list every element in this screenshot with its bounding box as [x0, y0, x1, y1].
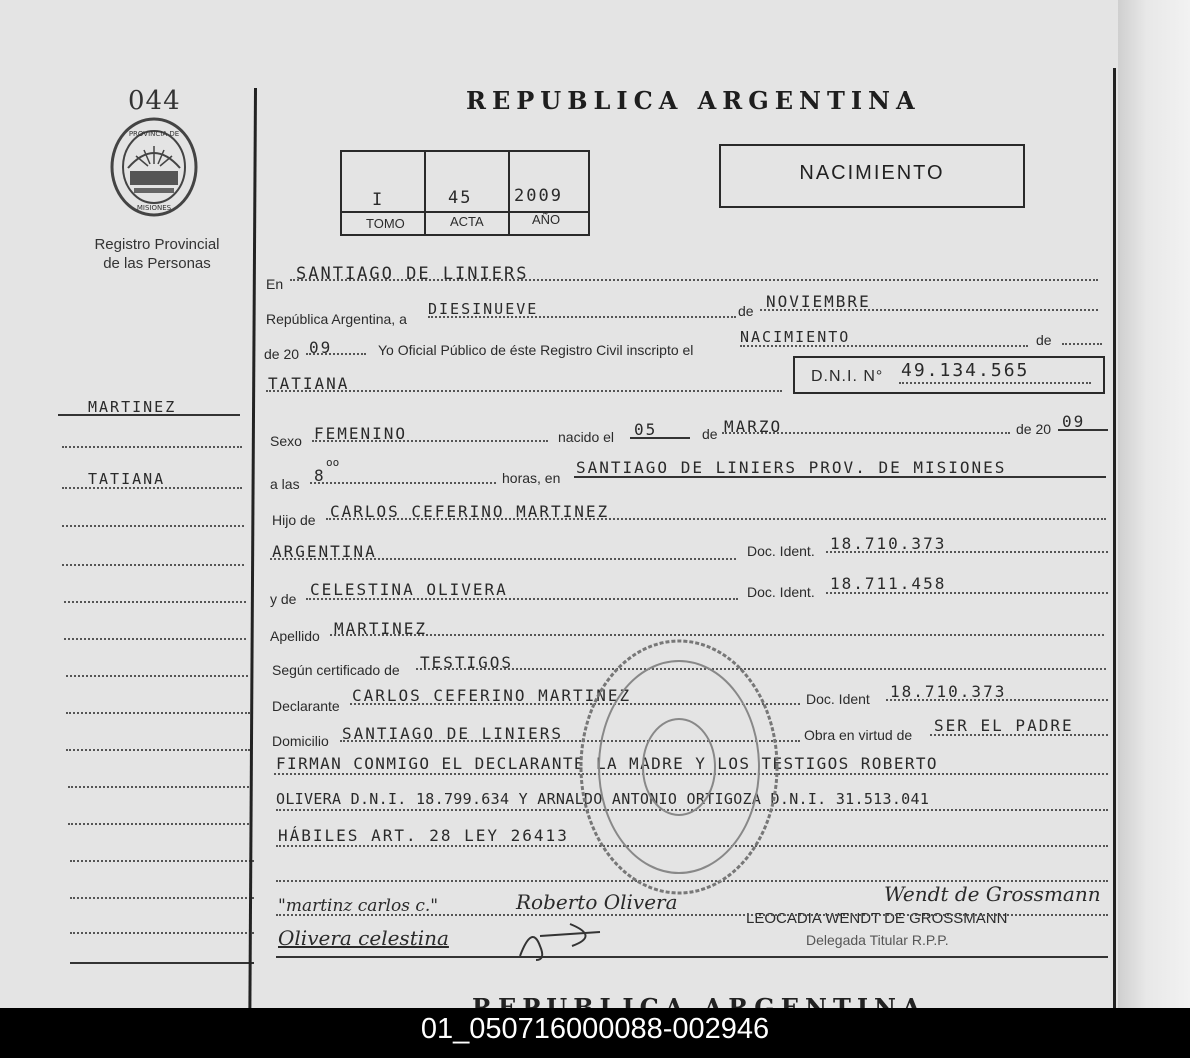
sidebar-line: [62, 525, 244, 527]
mother-doc-label: Doc. Ident.: [747, 584, 815, 600]
birth-place-value: SANTIAGO DE LINIERS PROV. DE MISIONES: [576, 458, 1007, 477]
acta-header: ACTA: [450, 214, 484, 229]
republica-label: República Argentina, a: [266, 311, 407, 327]
birth-month-line: [722, 432, 1010, 434]
hour-value: 8: [314, 466, 326, 485]
seal-text-top: PROVINCIA DE: [128, 130, 180, 138]
day-line: [428, 316, 736, 318]
father-signature: "martinz carlos c.": [278, 896, 439, 916]
father-doc-value: 18.710.373: [830, 534, 947, 553]
declarante-doc-line: [886, 699, 1108, 701]
year-prefix-label: de 20: [264, 346, 300, 362]
sidebar-line: [66, 712, 250, 714]
sidebar-line: [70, 897, 254, 899]
day-words-value: DIESINUEVE: [428, 300, 539, 318]
sidebar-line: [62, 446, 242, 448]
birth-year-suffix-value: 09: [1062, 412, 1086, 431]
observations-line-1: FIRMAN CONMIGO EL DECLARANTE LA MADRE Y LOS TESTIGOS ROBERTO: [276, 754, 938, 773]
page-number: 044: [128, 86, 181, 116]
official-signature: Wendt de Grossmann: [884, 882, 1101, 906]
birth-year-prefix-label: de 20: [1016, 421, 1052, 437]
signature-rule: [276, 914, 1108, 916]
sidebar-line: [66, 675, 248, 677]
month-value: NOVIEMBRE: [766, 292, 871, 311]
document-type-box: [719, 144, 1025, 208]
mother-signature: Olivera celestina: [278, 926, 449, 950]
sidebar-line: [68, 823, 252, 825]
father-doc-line: [826, 551, 1108, 553]
en-value: SANTIAGO DE LINIERS: [296, 264, 529, 284]
de-line: [1062, 343, 1102, 345]
observations-line-2: OLIVERA D.N.I. 18.799.634 Y ARNALDO ANTONIO ORTIGOZA D.N.I. 31.513.041: [276, 790, 930, 808]
year-suffix-value: 09: [309, 338, 333, 357]
certificado-value: TESTIGOS: [420, 653, 514, 672]
registry-name-line2: de las Personas: [103, 255, 211, 272]
dni-label: D.N.I. N°: [811, 368, 884, 385]
sidebar-line: [66, 749, 250, 751]
sidebar-line: [68, 786, 252, 788]
sidebar-line: [70, 860, 254, 862]
sidebar-surname: MARTINEZ: [88, 398, 177, 416]
provincial-seal-icon: [108, 116, 200, 218]
sidebar-line: [64, 601, 246, 603]
registry-name-line1: Registro Provincial: [94, 236, 220, 253]
name-value: TATIANA: [268, 374, 350, 393]
inscripto-line: [740, 345, 1028, 347]
obra-value: SER EL PADRE: [934, 716, 1074, 735]
mother-doc-line: [826, 592, 1108, 594]
sexo-value: FEMENINO: [314, 424, 408, 443]
obra-label: Obra en virtud de: [804, 727, 913, 743]
father-nationality-value: ARGENTINA: [272, 542, 377, 561]
declarante-doc-value: 18.710.373: [890, 682, 1007, 701]
registry-table: [340, 150, 590, 236]
de-label-3: de: [702, 426, 718, 442]
father-name-value: CARLOS CEFERINO MARTINEZ: [330, 502, 610, 521]
declarante-doc-label: Doc. Ident: [806, 691, 870, 707]
sidebar-bottom-line: [70, 962, 254, 964]
year-line: [306, 353, 366, 355]
apellido-value: MARTINEZ: [334, 619, 428, 638]
hour-minutes-value: oo: [326, 456, 340, 469]
birth-place-line: [574, 476, 1106, 478]
dni-value: 49.134.565: [901, 360, 1030, 381]
right-frame-line: [1113, 68, 1116, 1008]
next-section-title: [472, 996, 927, 1008]
apellido-label: Apellido: [270, 628, 320, 644]
tomo-value: I: [372, 190, 385, 210]
sidebar-line: [64, 638, 246, 640]
month-line: [760, 309, 1098, 311]
de-label-2: de: [1036, 332, 1052, 348]
official-stamp-icon: [576, 636, 782, 898]
oficial-label: Yo Oficial Público de éste Registro Civil inscripto el: [378, 342, 694, 358]
domicilio-label: Domicilio: [272, 733, 329, 749]
official-name: LEOCADIA WENDT DE GROSSMANN: [746, 910, 1008, 927]
witness-signature: Roberto Olivera: [516, 890, 678, 914]
observations-line-3: HÁBILES ART. 28 LEY 26413: [278, 826, 569, 845]
hour-line: [310, 482, 496, 484]
horas-label: horas, en: [502, 470, 561, 486]
acta-value: 45: [448, 188, 473, 208]
sidebar-given-name: TATIANA: [88, 470, 166, 488]
ano-value: 2009: [514, 186, 563, 206]
declarante-label: Declarante: [272, 698, 340, 714]
father-name-line: [326, 518, 1106, 520]
dni-box: [793, 356, 1105, 394]
a-las-label: a las: [270, 476, 300, 492]
nacido-label: nacido el: [558, 429, 615, 445]
birth-year-line: [1058, 429, 1108, 431]
file-id: 01_050716000088-002946: [420, 1013, 770, 1045]
de-label: de: [738, 303, 754, 319]
father-nationality-line: [270, 558, 736, 560]
birth-month-value: MARZO: [724, 417, 783, 436]
bottom-rule: [276, 956, 1108, 958]
certificado-label: Según certificado de: [272, 662, 400, 678]
official-title: Delegada Titular R.P.P.: [806, 932, 949, 948]
hijo-label: Hijo de: [272, 512, 316, 528]
birth-day-value: 05: [634, 420, 658, 439]
sidebar-line: [62, 487, 242, 489]
inscripto-value: NACIMIENTO: [740, 328, 851, 346]
sexo-label: Sexo: [270, 433, 302, 449]
tomo-header: TOMO: [366, 216, 405, 231]
en-line: [290, 279, 1098, 281]
sidebar-surname-line: [58, 414, 240, 416]
mother-name-line: [306, 598, 738, 600]
sexo-line: [312, 440, 548, 442]
document-title: REPUBLICA ARGENTINA: [466, 86, 921, 115]
ano-header: AÑO: [532, 212, 561, 227]
document-type-label: NACIMIENTO: [799, 162, 945, 184]
domicilio-value: SANTIAGO DE LINIERS: [342, 724, 564, 743]
name-line: [266, 390, 782, 392]
seal-text-bottom: MISIONES: [136, 204, 172, 212]
mother-doc-value: 18.711.458: [830, 574, 947, 593]
sidebar-line: [70, 932, 254, 934]
father-doc-label: Doc. Ident.: [747, 543, 815, 559]
dni-line: [899, 382, 1091, 384]
sidebar-line: [62, 564, 244, 566]
obra-line: [930, 734, 1108, 736]
birth-day-line: [630, 437, 690, 439]
en-label: En: [266, 276, 284, 292]
file-id-bar: [0, 1008, 1190, 1058]
y-de-label: y de: [270, 591, 297, 607]
mother-name-value: CELESTINA OLIVERA: [310, 580, 508, 599]
page-edge: [1118, 0, 1190, 1008]
declarante-value: CARLOS CEFERINO MARTINEZ: [352, 686, 632, 705]
